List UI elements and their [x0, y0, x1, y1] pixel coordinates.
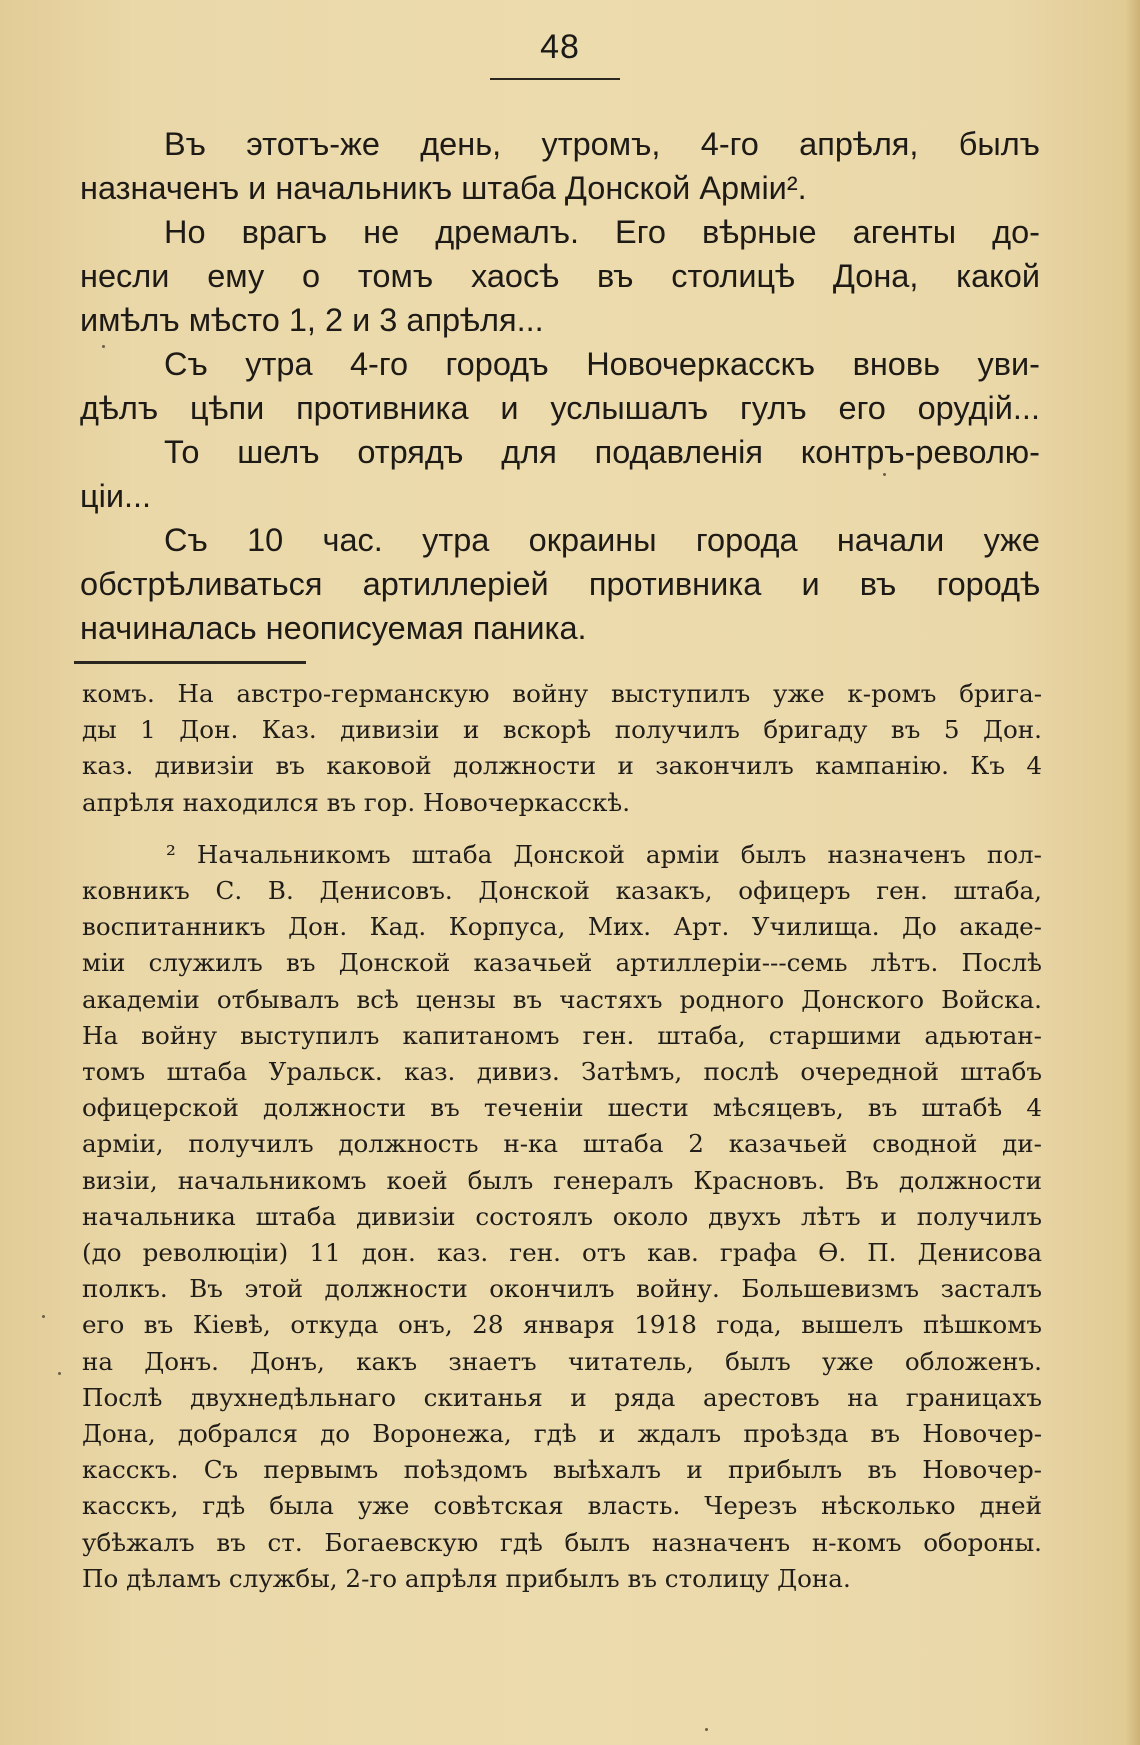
footnote-line: По дѣламъ службы, 2-го апрѣля прибылъ въ столицу Дона. [82, 1563, 851, 1593]
footnotes [82, 676, 1042, 1597]
text-line: Но врагъ не дремалъ. Его вѣрные агенты до- [164, 214, 1040, 250]
text-line: Съ утра 4-го городъ Новочеркасскъ вновь уви- [164, 346, 1040, 382]
footnote-line: На войну выступилъ капитаномъ ген. штаба, старшими адьютан- [82, 1020, 1042, 1050]
footnote-line: академiи отбывалъ всѣ цензы въ частяхъ родного Донского Войска. [82, 984, 1042, 1014]
paragraph [80, 122, 1040, 210]
paper-speck [42, 1315, 45, 1318]
text-line: Въ этотъ-же день, утромъ, 4-го апрѣля, былъ [164, 126, 1040, 162]
paper-speck [102, 345, 105, 348]
footnote-line: комъ. На австро-германскую войну выступилъ уже к-ромъ брига- [82, 679, 1042, 708]
paragraph [80, 210, 1040, 342]
footnote-line: воспитанникъ Дон. Кад. Корпуса, Мих. Арт. Училища. До акаде- [82, 912, 1042, 942]
footnote-line: на Донъ. Донъ, какъ знаетъ читатель, былъ уже обложенъ. [82, 1346, 1042, 1376]
footnote-line: касскъ. Съ первымъ поѣздомъ выѣхалъ и прибылъ въ Новочер- [82, 1455, 1042, 1485]
footnote-line: полкъ. Въ этой должности окончилъ войну. Большевизмъ засталъ [82, 1274, 1042, 1304]
text-line: имѣлъ мѣсто 1, 2 и 3 апрѣля... [80, 302, 544, 338]
footnote-line: визiи, начальникомъ коей былъ генералъ Красновъ. Въ должности [82, 1165, 1042, 1195]
footnote-line: убѣжалъ въ ст. Богаевскую гдѣ былъ назначенъ н-комъ обороны. [82, 1527, 1042, 1557]
paragraph [80, 342, 1040, 430]
text-line: начиналась неописуемая паника. [80, 610, 587, 646]
footnote-line: Дона, добрался до Воронежа, гдѣ и ждалъ проѣзда въ Новочер- [82, 1419, 1042, 1449]
footnote-gap [82, 821, 1042, 837]
text-line: несли ему о томъ хаосѣ въ столицѣ Дона, какой [80, 258, 1040, 294]
footnote-line: каз. дивизiи въ каковой должности и закончилъ кампанiю. Къ 4 [82, 751, 1042, 781]
page-number: 48 [540, 28, 580, 66]
paper-speck [883, 473, 886, 476]
footnote-line: мiи служилъ въ Донской казачьей артиллерiи---семь лѣтъ. Послѣ [82, 948, 1042, 978]
text-line: цiи... [80, 478, 152, 514]
footnote-2 [82, 837, 1042, 1597]
paper-speck [58, 1372, 61, 1375]
footnote-line: касскъ, гдѣ была уже совѣтская власть. Черезъ нѣсколько дней [82, 1491, 1042, 1521]
text-line: Съ 10 час. утра окраины города начали уже [164, 522, 1040, 558]
paragraph [80, 518, 1040, 650]
footnote-line: апрѣля находился въ гор. Новочеркасскѣ. [82, 787, 631, 817]
footnote-line: Послѣ двухнедѣльнаго скитанья и ряда арестовъ на границахъ [82, 1382, 1042, 1412]
text-line: назначенъ и начальникъ штаба Донской Армiи². [80, 170, 807, 206]
footnote-line: армiи, получилъ должность н-ка штаба 2 казачьей сводной ди- [82, 1129, 1042, 1159]
footnote-line: ды 1 Дон. Каз. дивизiи и вскорѣ получилъ бригаду въ 5 Дон. [82, 715, 1042, 745]
footnote-line: начальника штаба дивизiи состоялъ около двухъ лѣтъ и получилъ [82, 1201, 1042, 1231]
footnote-continued [82, 676, 1042, 821]
footnote-line: его въ Кiевѣ, откуда онъ, 28 января 1918 года, вышелъ пѣшкомъ [82, 1310, 1042, 1340]
page-edge [1126, 0, 1140, 1745]
footnote-line: ковникъ С. В. Денисовъ. Донской казакъ, офицеръ ген. штаба, [82, 876, 1042, 906]
footnote-line: (до революцiи) 11 дон. каз. ген. отъ кав. графа Ѳ. П. Денисова [82, 1238, 1042, 1268]
paragraph [80, 430, 1040, 518]
text-line: дѣлъ цѣпи противника и услышалъ гулъ его орудiй... [80, 390, 1040, 426]
text-line: То шелъ отрядъ для подавленiя контръ-револю- [164, 434, 1040, 470]
page-number-rule [490, 78, 620, 80]
footnote-line: ² Начальникомъ штаба Донской армiи былъ назначенъ пол- [166, 839, 1042, 869]
footnote-line: томъ штаба Уральск. каз. дивиз. Затѣмъ, послѣ очередной штабъ [82, 1057, 1042, 1087]
main-text [80, 122, 1040, 650]
footnote-line: офицерской должности въ теченiи шести мѣсяцевъ, въ штабѣ 4 [82, 1093, 1042, 1123]
footnote-separator [74, 661, 306, 664]
paper-speck [705, 1728, 708, 1731]
text-line: обстрѣливаться артиллерiей противника и въ городѣ [80, 566, 1040, 602]
